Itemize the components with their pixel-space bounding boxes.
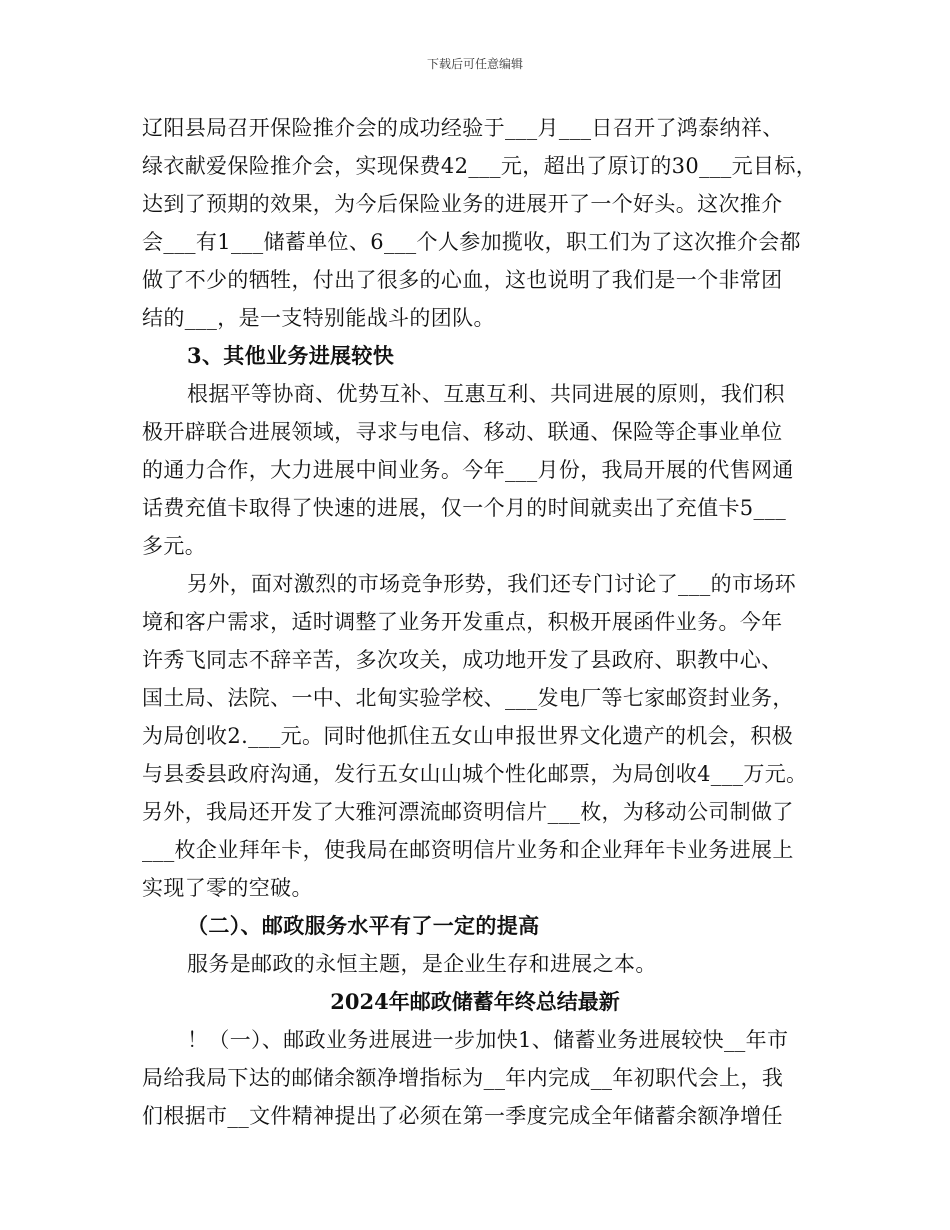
body-line: 国土局、法院、一中、北甸实验学校、___发电厂等七家邮资封业务， [142,686,794,710]
body-line: 实现了零的空破。 [142,876,313,900]
body-line: ___枚企业拜年卡，使我局在邮资明信片业务和企业拜年卡业务进展上 [142,838,794,862]
document-title: 2024年邮政储蓄年终总结最新 [330,989,620,1014]
body-line: 局给我局下达的邮储余额净增指标为__年内完成__年初职代会上，我 [142,1066,784,1090]
body-line: 为局创收2.___元。同时他抓住五女山申报世界文化遗产的机会，积极 [142,724,794,748]
body-line: ！（一）、邮政业务进展进一步加快1、储蓄业务进展较快__年市 [187,1028,789,1052]
page-header: 下载后可任意编辑 [426,57,523,71]
body-line: 另外，面对激烈的市场竞争形势，我们还专门讨论了___的市场环 [187,572,796,596]
body-line: 话费充值卡取得了快速的进展，仅一个月的时间就卖出了充值卡5___ [142,496,787,520]
body-line: 与县委县政府沟通，发行五女山山城个性化邮票，为局创收4___万元。 [142,762,808,786]
body-line: 极开辟联合进展领域，寻求与电信、移动、联通、保险等企事业单位 [142,420,783,444]
body-line: 达到了预期的效果，为今后保险业务的进展开了一个好头。这次推介 [142,192,783,216]
body-line: 根据平等协商、优势互补、互惠互利、共同进展的原则，我们积 [187,382,785,406]
body-line: 的通力合作，大力进展中间业务。今年___月份，我局开展的代售网通 [142,458,794,482]
body-line: 辽阳县局召开保险推介会的成功经验于___月___日召开了鸿泰纳祥、 [142,116,784,140]
section-heading: 3、其他业务进展较快 [187,343,395,368]
body-line: 做了不少的牺牲，付出了很多的心血，这也说明了我们是一个非常团 [142,268,783,292]
body-line: 许秀飞同志不辞辛苦，多次攻关，成功地开发了县政府、职教中心、 [142,648,783,672]
body-line: 们根据市__文件精神提出了必须在第一季度完成全年储蓄余额净增任 [142,1104,783,1128]
body-line: 境和客户需求，适时调整了业务开发重点，积极开展函件业务。今年 [142,610,783,634]
body-line: 绿衣献爱保险推介会，实现保费42___元，超出了原订的30___元目标， [142,154,818,178]
body-line: 多元。 [142,534,207,558]
body-line: 另外，我局还开发了大雅河漂流邮资明信片___枚，为移动公司制做了 [142,800,794,824]
section-heading: （二）、邮政服务水平有了一定的提高 [187,913,540,938]
body-line: 会___有1___储蓄单位、6___个人参加揽收，职工们为了这次推介会都 [142,230,801,254]
body-line: 服务是邮政的永恒主题，是企业生存和进展之本。 [187,952,657,976]
body-line: 结的___，是一支特别能战斗的团队。 [142,306,495,330]
